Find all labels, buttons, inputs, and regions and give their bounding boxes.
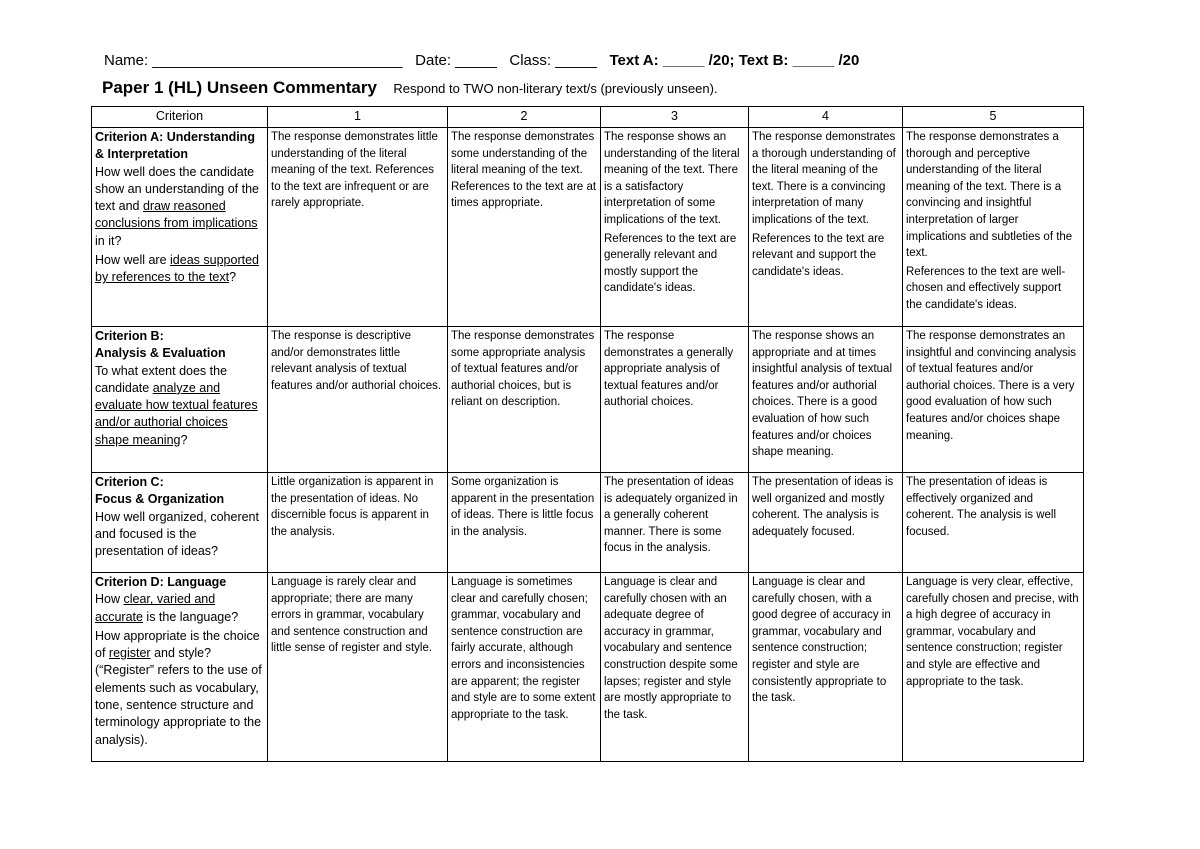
band-descriptor xyxy=(448,128,601,327)
column-header: 1 xyxy=(268,107,448,128)
criterion-question: ? xyxy=(180,432,188,447)
criterion-question-emphasis: ideas supported by references to the text xyxy=(95,253,259,285)
column-header: 3 xyxy=(601,107,749,128)
column-header: 5 xyxy=(903,107,1084,128)
criterion-question: is the language? xyxy=(142,609,239,624)
page-title: Paper 1 (HL) Unseen Commentary xyxy=(102,78,377,97)
criterion-question: ? xyxy=(229,270,237,285)
band-descriptor: Language is very clear, effective, carefully chosen and precise, with a high degree of accuracy in grammar, vocabulary and sentence construction; register and style are effective and appropriate to the task. xyxy=(903,573,1084,762)
criterion-question: and style? (“Register” refers to the use of elements such as vocabulary, tone, sentence structure and terminology appropriate to the analysis). xyxy=(95,646,262,747)
band-text: References to the text are well-chosen and effectively support the candidate's ideas. xyxy=(906,265,1066,311)
band-descriptor: Some organization is apparent in the presentation of ideas. There is little focus in the analysis. xyxy=(448,473,601,573)
criterion-cell xyxy=(92,473,268,573)
band-descriptor: Language is clear and carefully chosen, with a good degree of accuracy in grammar, vocabulary and sentence construction; register and style are consistently appropriate to the task. xyxy=(749,573,903,762)
criterion-question-emphasis: analyze and evaluate how textual features and/or authorial choices shape meaning xyxy=(95,380,258,447)
rubric-table xyxy=(91,106,1084,762)
band-descriptor: The response is descriptive and/or demonstrates little relevant analysis of textual features and/or authorial choices. xyxy=(268,327,448,473)
band-text: The response demonstrates some understanding of the literal meaning of the text. References to the text are at times appropriate. xyxy=(451,131,597,210)
score-field[interactable]: Text A: _____ /20; Text B: _____ /20 xyxy=(609,52,860,69)
band-descriptor xyxy=(268,128,448,327)
band-descriptor: The response demonstrates some appropriate analysis of textual features and/or authorial choices, but is reliant on description. xyxy=(448,327,601,473)
criterion-title: Criterion C: xyxy=(95,475,164,489)
criterion-question: How well does the candidate show an understanding of the text and xyxy=(95,164,260,214)
band-descriptor: The response shows an appropriate and at times insightful analysis of textual features and/or authorial choices. There is a good evaluation of how such features and/or choices shape meaning. xyxy=(749,327,903,473)
band-text: The response demonstrates little understanding of the literal meaning of the text. References to the text are infrequent or are rarely appropriate. xyxy=(271,131,438,210)
criterion-question: How xyxy=(95,592,124,607)
criterion-title: Analysis & Evaluation xyxy=(95,346,226,361)
table-row xyxy=(92,573,1084,762)
band-text: The response demonstrates a thorough understanding of the literal meaning of the text. There is a convincing interpretation of many implications of the text. xyxy=(752,131,896,226)
criterion-cell xyxy=(92,327,268,473)
band-text: References to the text are relevant and support the candidate's ideas. xyxy=(752,232,885,278)
criterion-cell xyxy=(92,573,268,762)
criterion-title: Criterion D: Language xyxy=(95,575,227,589)
band-descriptor: The presentation of ideas is effectively organized and coherent. The analysis is well focused. xyxy=(903,473,1084,573)
column-header: 4 xyxy=(749,107,903,128)
band-descriptor xyxy=(601,128,749,327)
table-row xyxy=(92,128,1084,327)
band-descriptor xyxy=(749,128,903,327)
table-row xyxy=(92,473,1084,573)
criterion-question-emphasis: register xyxy=(108,646,151,661)
criterion-title: Criterion B: xyxy=(95,329,164,343)
table-row xyxy=(92,327,1084,473)
band-descriptor: The presentation of ideas is adequately organized in a generally coherent manner. There is some focus in the analysis. xyxy=(601,473,749,573)
criterion-question-emphasis: clear, varied and accurate xyxy=(95,592,216,624)
student-info-header xyxy=(104,52,859,69)
criterion-title: Criterion A: Understanding & Interpretation xyxy=(95,130,255,162)
band-text: The response shows an understanding of the literal meaning of the text. There is a satisfactory interpretation of some implications of the text. xyxy=(604,131,740,226)
class-field[interactable]: Class: _____ xyxy=(509,52,597,69)
column-header: 2 xyxy=(448,107,601,128)
criterion-question: To what extent does the candidate xyxy=(95,363,228,395)
band-text: References to the text are generally relevant and mostly support the candidate's ideas. xyxy=(604,232,737,295)
column-header: Criterion xyxy=(92,107,268,128)
criterion-question: How appropriate is the choice of xyxy=(95,628,260,661)
criterion-question: in it? xyxy=(95,233,122,248)
page-subtitle: Respond to TWO non-literary text/s (previously unseen). xyxy=(393,81,718,96)
criterion-question: How well organized, coherent and focused is the presentation of ideas? xyxy=(95,509,259,559)
band-descriptor: The response demonstrates a generally appropriate analysis of textual features and/or authorial choices. xyxy=(601,327,749,473)
band-text: The response demonstrates a thorough and perceptive understanding of the literal meaning of the text. There is a convincing and insightful interpretation of larger implications and subtleties of the text. xyxy=(906,131,1073,260)
band-descriptor: Language is rarely clear and appropriate; there are many errors in grammar, vocabulary and sentence construction and little sense of register and style. xyxy=(268,573,448,762)
band-descriptor: Little organization is apparent in the presentation of ideas. No discernible focus is apparent in the analysis. xyxy=(268,473,448,573)
table-header-row xyxy=(92,107,1084,128)
band-descriptor: The response demonstrates an insightful and convincing analysis of textual features and/or authorial choices. There is a very good evaluation of how such features and/or choices shape meaning. xyxy=(903,327,1084,473)
band-descriptor: The presentation of ideas is well organized and mostly coherent. The analysis is adequately focused. xyxy=(749,473,903,573)
date-field[interactable]: Date: _____ xyxy=(415,52,497,69)
name-field[interactable]: Name: ______________________________ xyxy=(104,52,403,69)
band-descriptor xyxy=(903,128,1084,327)
title-line xyxy=(102,78,718,98)
criterion-title: Focus & Organization xyxy=(95,492,225,507)
band-descriptor: Language is clear and carefully chosen with an adequate degree of accuracy in grammar, vocabulary and sentence construction despite some lapses; register and style are mostly appropriate to the task. xyxy=(601,573,749,762)
criterion-question: How well are xyxy=(95,253,171,268)
criterion-cell xyxy=(92,128,268,327)
criterion-question-emphasis: draw reasoned conclusions from implications xyxy=(95,199,258,231)
band-descriptor: Language is sometimes clear and carefully chosen; grammar, vocabulary and sentence construction are fairly accurate, although errors and inconsistencies are apparent; the register and style are to some extent appropriate to the task. xyxy=(448,573,601,762)
